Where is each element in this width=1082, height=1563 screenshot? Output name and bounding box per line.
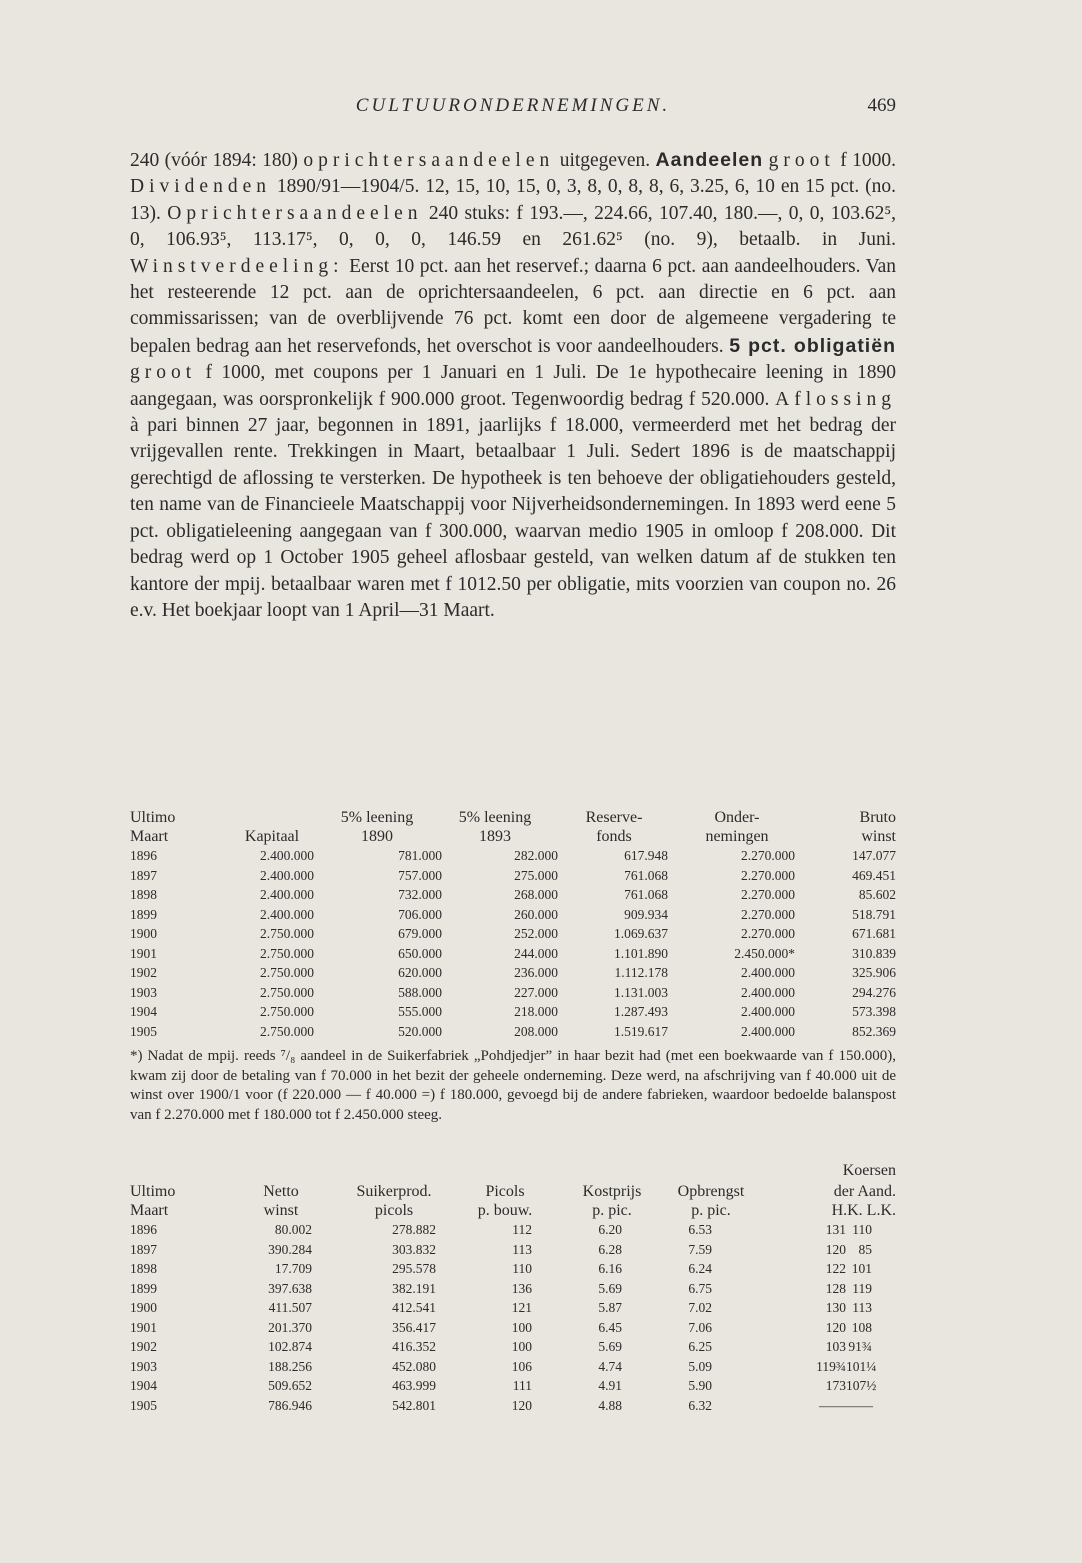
table-cell: 1896	[130, 848, 157, 863]
table-cell: 2.750.000	[260, 1023, 314, 1039]
table-cell: 555.000	[398, 1004, 442, 1019]
table-cell: 650.000	[398, 945, 442, 961]
table-cell: 111	[512, 1378, 532, 1393]
table-cell: 236.000	[514, 965, 558, 980]
table-cell: 4.91	[598, 1378, 622, 1393]
spaced-heading-term: Oprichtersaandeelen	[167, 202, 423, 224]
table-cell: 6.32	[688, 1397, 712, 1413]
paragraph-text: f 1000.	[834, 150, 896, 171]
table-cell: 227.000	[514, 984, 558, 1000]
table-cell: 786.946	[268, 1397, 312, 1413]
table-cell: Netto	[263, 1183, 299, 1200]
table-cell: 136	[511, 1280, 532, 1296]
table-cell: 121	[511, 1300, 532, 1315]
table-row	[130, 905, 896, 925]
table-cell: 1893	[479, 828, 511, 845]
table-cell: 5.69	[598, 1280, 622, 1296]
table-cell: 252.000	[514, 926, 558, 941]
table-cell: 356.417	[392, 1319, 436, 1335]
table-cell: 6.25	[688, 1339, 712, 1354]
table-cell: 2.750.000	[260, 965, 314, 980]
table-cell: 452.080	[392, 1358, 436, 1374]
table-cell: 6.16	[598, 1261, 622, 1276]
table-cell: 2.750.000	[260, 1004, 314, 1019]
table-cell: 2.400.000	[260, 867, 314, 883]
table-cell: 6.53	[688, 1222, 712, 1237]
paragraph-text: f 1000, met coupons per 1 Januari en 1 Juli. De 1e hypothecaire leening in 1890 aangegaan, was oorspronkelijk f 900.000 groot. Tegenwoordig bedrag f 520.000.	[130, 362, 896, 410]
table-cell: 1900	[130, 926, 157, 941]
table-cell: 310.839	[852, 945, 896, 961]
table-cell	[712, 1337, 808, 1357]
table-cell: 1904	[130, 1378, 157, 1393]
table-cell	[712, 1240, 808, 1260]
table-cell: 303.832	[392, 1241, 436, 1257]
table-cell: 80.002	[274, 1222, 312, 1237]
koersen-label: Koersen	[842, 1162, 896, 1179]
table-row	[130, 1022, 896, 1042]
table-cell: 1904	[130, 1004, 157, 1019]
table-cell: 113	[512, 1241, 532, 1257]
table-cell: 1898	[130, 1261, 157, 1276]
bold-heading-term: Aandeelen	[655, 149, 764, 171]
table-cell: Maart	[130, 828, 169, 845]
table-cell: 390.284	[268, 1241, 312, 1257]
table-cell: 4.88	[598, 1397, 622, 1413]
table-cell: 732.000	[398, 887, 442, 902]
table-cell: 5% leening	[458, 809, 532, 826]
table-cell: 2.750.000	[260, 984, 314, 1000]
table-cell: Ultimo	[130, 809, 176, 826]
table-cell: 1.519.617	[614, 1023, 668, 1039]
table-header-row	[130, 808, 896, 827]
table-cell	[226, 808, 318, 827]
table-cell: 2.270.000	[741, 906, 795, 922]
table-cell: 173	[825, 1378, 846, 1393]
table-cell: 679.000	[398, 926, 442, 941]
table-cell: 4.74	[598, 1358, 622, 1374]
table-row	[130, 846, 896, 866]
table-cell: 509.652	[268, 1378, 312, 1393]
table-row	[130, 1357, 896, 1377]
table-cell: 188.256	[268, 1358, 312, 1374]
table-cell: 275.000	[514, 867, 558, 883]
table-row	[130, 1318, 896, 1338]
table-cell: 128	[825, 1280, 846, 1296]
table-cell: 412.541	[392, 1300, 436, 1315]
table-row	[130, 1240, 896, 1260]
table-cell: 100	[511, 1339, 532, 1354]
table-cell: 463.999	[392, 1378, 436, 1393]
bold-heading-term: 5 pct. obligatiën	[729, 334, 896, 357]
table-cell: 1903	[130, 984, 157, 1000]
table-cell: 781.000	[398, 848, 442, 863]
table-cell: 120	[825, 1319, 846, 1335]
spaced-heading-term: groot	[130, 362, 197, 384]
table-cell: 244.000	[514, 945, 558, 961]
table-row	[130, 944, 896, 964]
table-cell: 2.450.000*	[734, 945, 795, 961]
table-cell: 852.369	[852, 1023, 896, 1039]
paragraph-text: à pari binnen 27 jaar, begonnen in 1891, jaarlijks f 18.000, vermeerderd met het bedrag der vrijgevallen rente. Trekkingen in Maart, betaalbaar 1 Juli. Sedert 1896 is de maatschappij gerechtigd de aflossing te versterken. De hypotheek is ten behoeve der obligatiehouders gesteld, ten name van de Financieele Maatschappij voor Nijverheidsondernemingen. In 1893 werd eene 5 pct. obligatieleening aangegaan van f 300.000, waarvan medio 1905 in omloop f 208.000. Dit bedrag werd op 1 October 1905 geheel aflosbaar gesteld, van welken datum af de stukken ten kantore der mpij. betaalbaar waren met f 1012.50 per obligatie, mits voorzien van coupon no. 26 e.v. Het boekjaar loopt van 1 April—31 Maart.	[130, 415, 896, 621]
table-cell: 17.709	[274, 1261, 312, 1276]
table-cell: 122	[825, 1261, 846, 1276]
table-row	[130, 1002, 896, 1022]
table-cell: 103	[825, 1339, 846, 1354]
table-cell: 7.02	[688, 1300, 712, 1315]
table-cell: nemingen	[705, 828, 769, 845]
table-cell: Opbrengst	[677, 1183, 745, 1200]
table-cell: 757.000	[398, 867, 442, 883]
table-cell: 617.948	[624, 848, 668, 863]
table-cell: 1.131.003	[614, 984, 668, 1000]
table-cell: 5% leening	[340, 809, 414, 826]
table-cell: Onder-	[714, 809, 760, 826]
table-cell: 100	[511, 1319, 532, 1335]
table-cell: 85.602	[858, 887, 896, 902]
table-cell: 542.801	[392, 1397, 436, 1413]
table-cell	[712, 1357, 808, 1377]
financial-table-capital	[130, 808, 896, 1041]
table-cell: Bruto	[859, 809, 896, 826]
table-cell: 108	[851, 1319, 872, 1335]
table-cell: 1901	[130, 1319, 157, 1335]
table-cell: 7.59	[688, 1241, 712, 1257]
table-cell: 2.270.000	[741, 887, 795, 902]
spaced-heading-term: oprichtersaandeelen	[303, 150, 555, 171]
table-cell	[712, 1298, 808, 1318]
table-cell: 112	[512, 1222, 532, 1237]
table-cell: 2.750.000	[260, 945, 314, 961]
table-row	[130, 924, 896, 944]
table-cell: 85	[858, 1241, 872, 1257]
table-cell: H.K. L.K.	[831, 1202, 896, 1219]
table-cell	[712, 1318, 808, 1338]
paragraph-text: 240 (vóór 1894: 180)	[130, 150, 304, 171]
table-cell: 520.000	[398, 1023, 442, 1039]
table-cell: 268.000	[514, 887, 558, 902]
table-cell: 1899	[130, 1280, 157, 1296]
financial-table-production	[130, 1182, 896, 1415]
table-cell: 131	[825, 1222, 846, 1237]
table-cell: 620.000	[398, 965, 442, 980]
table-cell: ——	[846, 1397, 873, 1413]
table-cell: 110	[512, 1261, 532, 1276]
table-cell: 706.000	[398, 906, 442, 922]
table-cell: 2.400.000	[741, 1004, 795, 1019]
table-cell: 1897	[130, 1241, 157, 1257]
table-cell: 1899	[130, 906, 157, 922]
table-cell: 1898	[130, 887, 157, 902]
table-row	[130, 1396, 896, 1416]
table-row	[130, 1376, 896, 1396]
table-cell: 671.681	[852, 926, 896, 941]
table-header-row	[130, 1182, 896, 1201]
table-cell: 1890	[361, 828, 393, 845]
table-cell: 113	[852, 1300, 872, 1315]
table-cell: 416.352	[392, 1339, 436, 1354]
table-cell: 761.068	[624, 867, 668, 883]
company-description-paragraph	[130, 147, 896, 624]
table-cell: p. pic.	[691, 1202, 731, 1219]
table-cell: 2.400.000	[260, 906, 314, 922]
table-cell: 6.45	[598, 1319, 622, 1335]
table-header-row	[130, 827, 896, 846]
table-cell: 7.06	[688, 1319, 712, 1335]
table-cell: winst	[263, 1202, 299, 1219]
table-cell: 2.400.000	[741, 1023, 795, 1039]
table-cell: picols	[374, 1202, 414, 1219]
table-cell: Ultimo	[130, 1183, 176, 1200]
table-cell: 2.270.000	[741, 867, 795, 883]
table-cell: 1.069.637	[614, 926, 668, 941]
table-cell: 2.400.000	[741, 984, 795, 1000]
table-cell: 1905	[130, 1023, 157, 1039]
table-cell: 106	[511, 1358, 532, 1374]
paragraph-text: Eerst 10 pct. aan het reservef.; daarna 6 pct. aan aandeelhouders. Van het resteerende 12 pct. aan de oprichtersaandeelen, 6 pct. aan directie en 6 pct. aan commissarissen; van de overblijvende 76 pct. komt een door de algemeene vergadering te bepalen bedrag aan het reservefonds, het overschot is voor aandeelhouders.	[130, 255, 896, 357]
table-row	[130, 983, 896, 1003]
table-cell	[712, 1259, 808, 1279]
table-cell: 518.791	[852, 906, 896, 922]
table-cell: 573.398	[852, 1004, 896, 1019]
table-cell: 208.000	[514, 1023, 558, 1039]
table-cell: 2.400.000	[260, 848, 314, 863]
spaced-heading-term: groot	[768, 150, 835, 171]
table-cell: Suikerprod.	[356, 1183, 432, 1200]
table-cell: 2.270.000	[741, 926, 795, 941]
spaced-heading-term: Aflossing	[775, 388, 896, 410]
table-row	[130, 1337, 896, 1357]
table-cell: 1900	[130, 1300, 157, 1315]
table-cell: 120	[825, 1241, 846, 1257]
table-cell: 1902	[130, 1339, 157, 1354]
table-cell: 588.000	[398, 984, 442, 1000]
table-cell: 282.000	[514, 848, 558, 863]
table-cell: 102.874	[268, 1339, 312, 1354]
table-cell	[712, 1396, 808, 1416]
table-cell: fonds	[596, 828, 632, 845]
table-cell: 119	[852, 1280, 872, 1296]
table-cell: 278.882	[392, 1222, 436, 1237]
table-cell: 119¾	[816, 1358, 846, 1374]
table-cell: ——	[819, 1397, 846, 1413]
table-cell: 130	[825, 1300, 846, 1315]
table-cell: 101¼	[846, 1358, 877, 1374]
table-cell: Reserve-	[585, 809, 643, 826]
table-cell: p. pic.	[592, 1202, 632, 1219]
table-cell: 2.400.000	[741, 965, 795, 980]
table-cell: 761.068	[624, 887, 668, 902]
table-row	[130, 1259, 896, 1279]
spaced-heading-term: Winstverdeeling:	[130, 255, 344, 277]
table-cell: 147.077	[852, 848, 896, 863]
table-cell: 120	[511, 1397, 532, 1413]
table-cell: 5.90	[688, 1378, 712, 1393]
table-cell: Picols	[485, 1183, 525, 1200]
table-cell: 6.20	[598, 1222, 622, 1237]
table-cell: 6.28	[598, 1241, 622, 1257]
table-cell: 2.400.000	[260, 887, 314, 902]
table-cell: 1897	[130, 867, 157, 883]
table-cell: 1.287.493	[614, 1004, 668, 1019]
table-cell: Kostprijs	[582, 1183, 642, 1200]
table-row	[130, 885, 896, 905]
table-cell	[712, 1376, 808, 1396]
table-cell: 6.75	[688, 1280, 712, 1296]
table-cell	[712, 1220, 808, 1240]
table-cell: 1.101.890	[614, 945, 668, 961]
table-cell: 382.191	[392, 1280, 436, 1296]
table-cell: 2.750.000	[260, 926, 314, 941]
table-footnote: *) Nadat de mpij. reeds ⁷/₈ aandeel in de Suikerfabriek „Pohdjedjer” in haar bezit had (met een boekwaarde van f 150.000), kwam zij door de betaling van f 70.000 in het bezit der geheele onderneming. Deze werd, na afschrijving van f 40.000 uit de winst over 1900/1 voor (f 220.000 — f 40.000 =) f 180.000, gevoegd bij de andere fabrieken, waardoor bedoelde balanspost van f 2.270.000 met f 180.000 tot f 2.450.000 steeg.	[130, 1048, 896, 1123]
table-cell: 101	[851, 1261, 872, 1276]
table-cell: 5.69	[598, 1339, 622, 1354]
table-cell: 110	[852, 1222, 872, 1237]
table-cell: 107½	[846, 1378, 877, 1393]
table-cell: Maart	[130, 1202, 169, 1219]
table-row	[130, 1220, 896, 1240]
table-cell: 1896	[130, 1222, 157, 1237]
table-cell: 1905	[130, 1397, 157, 1413]
table-cell: 325.906	[852, 965, 896, 980]
spaced-heading-term: Dividenden	[130, 176, 271, 198]
table-cell: 909.934	[624, 906, 668, 922]
table-cell: p. bouw.	[477, 1202, 533, 1219]
page-number: 469	[867, 95, 896, 116]
table-cell: 1902	[130, 965, 157, 980]
table-header-row	[130, 1201, 896, 1220]
running-header	[130, 95, 896, 123]
table-cell: 1901	[130, 945, 157, 961]
running-title: CULTUURONDERNEMINGEN.	[355, 95, 671, 116]
table-cell: 294.276	[852, 984, 896, 1000]
table-cell: 2.270.000	[741, 848, 795, 863]
table-cell: Kapitaal	[244, 828, 300, 845]
paragraph-text: uitgegeven.	[554, 150, 656, 171]
table-cell: 295.578	[392, 1261, 436, 1276]
table-cell: 260.000	[514, 906, 558, 922]
table-cell: winst	[861, 828, 896, 845]
table-cell: 91¾	[848, 1339, 872, 1354]
paragraph-text: 240 stuks: f 193.—, 224.66, 107.40, 180.—, 0, 0, 103.62⁵, 0, 106.93⁵, 113.17⁵, 0, 0, 0, 146.59 en 261.62⁵ (no. 9), betaalb. in Juni.	[130, 202, 896, 251]
table-row	[130, 1279, 896, 1299]
table-cell: 5.87	[598, 1300, 622, 1315]
table-row	[130, 963, 896, 983]
table-cell: 201.370	[268, 1319, 312, 1335]
table-cell: der Aand.	[833, 1183, 896, 1200]
table-cell: 411.507	[268, 1300, 312, 1315]
table-cell: 469.451	[852, 867, 896, 883]
table-cell: 5.09	[688, 1358, 712, 1374]
table-row	[130, 1298, 896, 1318]
table-cell: 397.638	[268, 1280, 312, 1296]
table-row	[130, 866, 896, 886]
table-cell: 1903	[130, 1358, 157, 1374]
table-cell: 218.000	[514, 1004, 558, 1019]
paragraph-text: 1890/91—1904/5. 12, 15, 10, 15, 0, 3, 8, 0, 8, 8, 6, 3.25, 6, 10 en 15 pct. (no. 13).	[130, 176, 896, 224]
table-cell	[712, 1279, 808, 1299]
table-cell: 1.112.178	[614, 965, 668, 980]
table-cell: 6.24	[688, 1261, 712, 1276]
